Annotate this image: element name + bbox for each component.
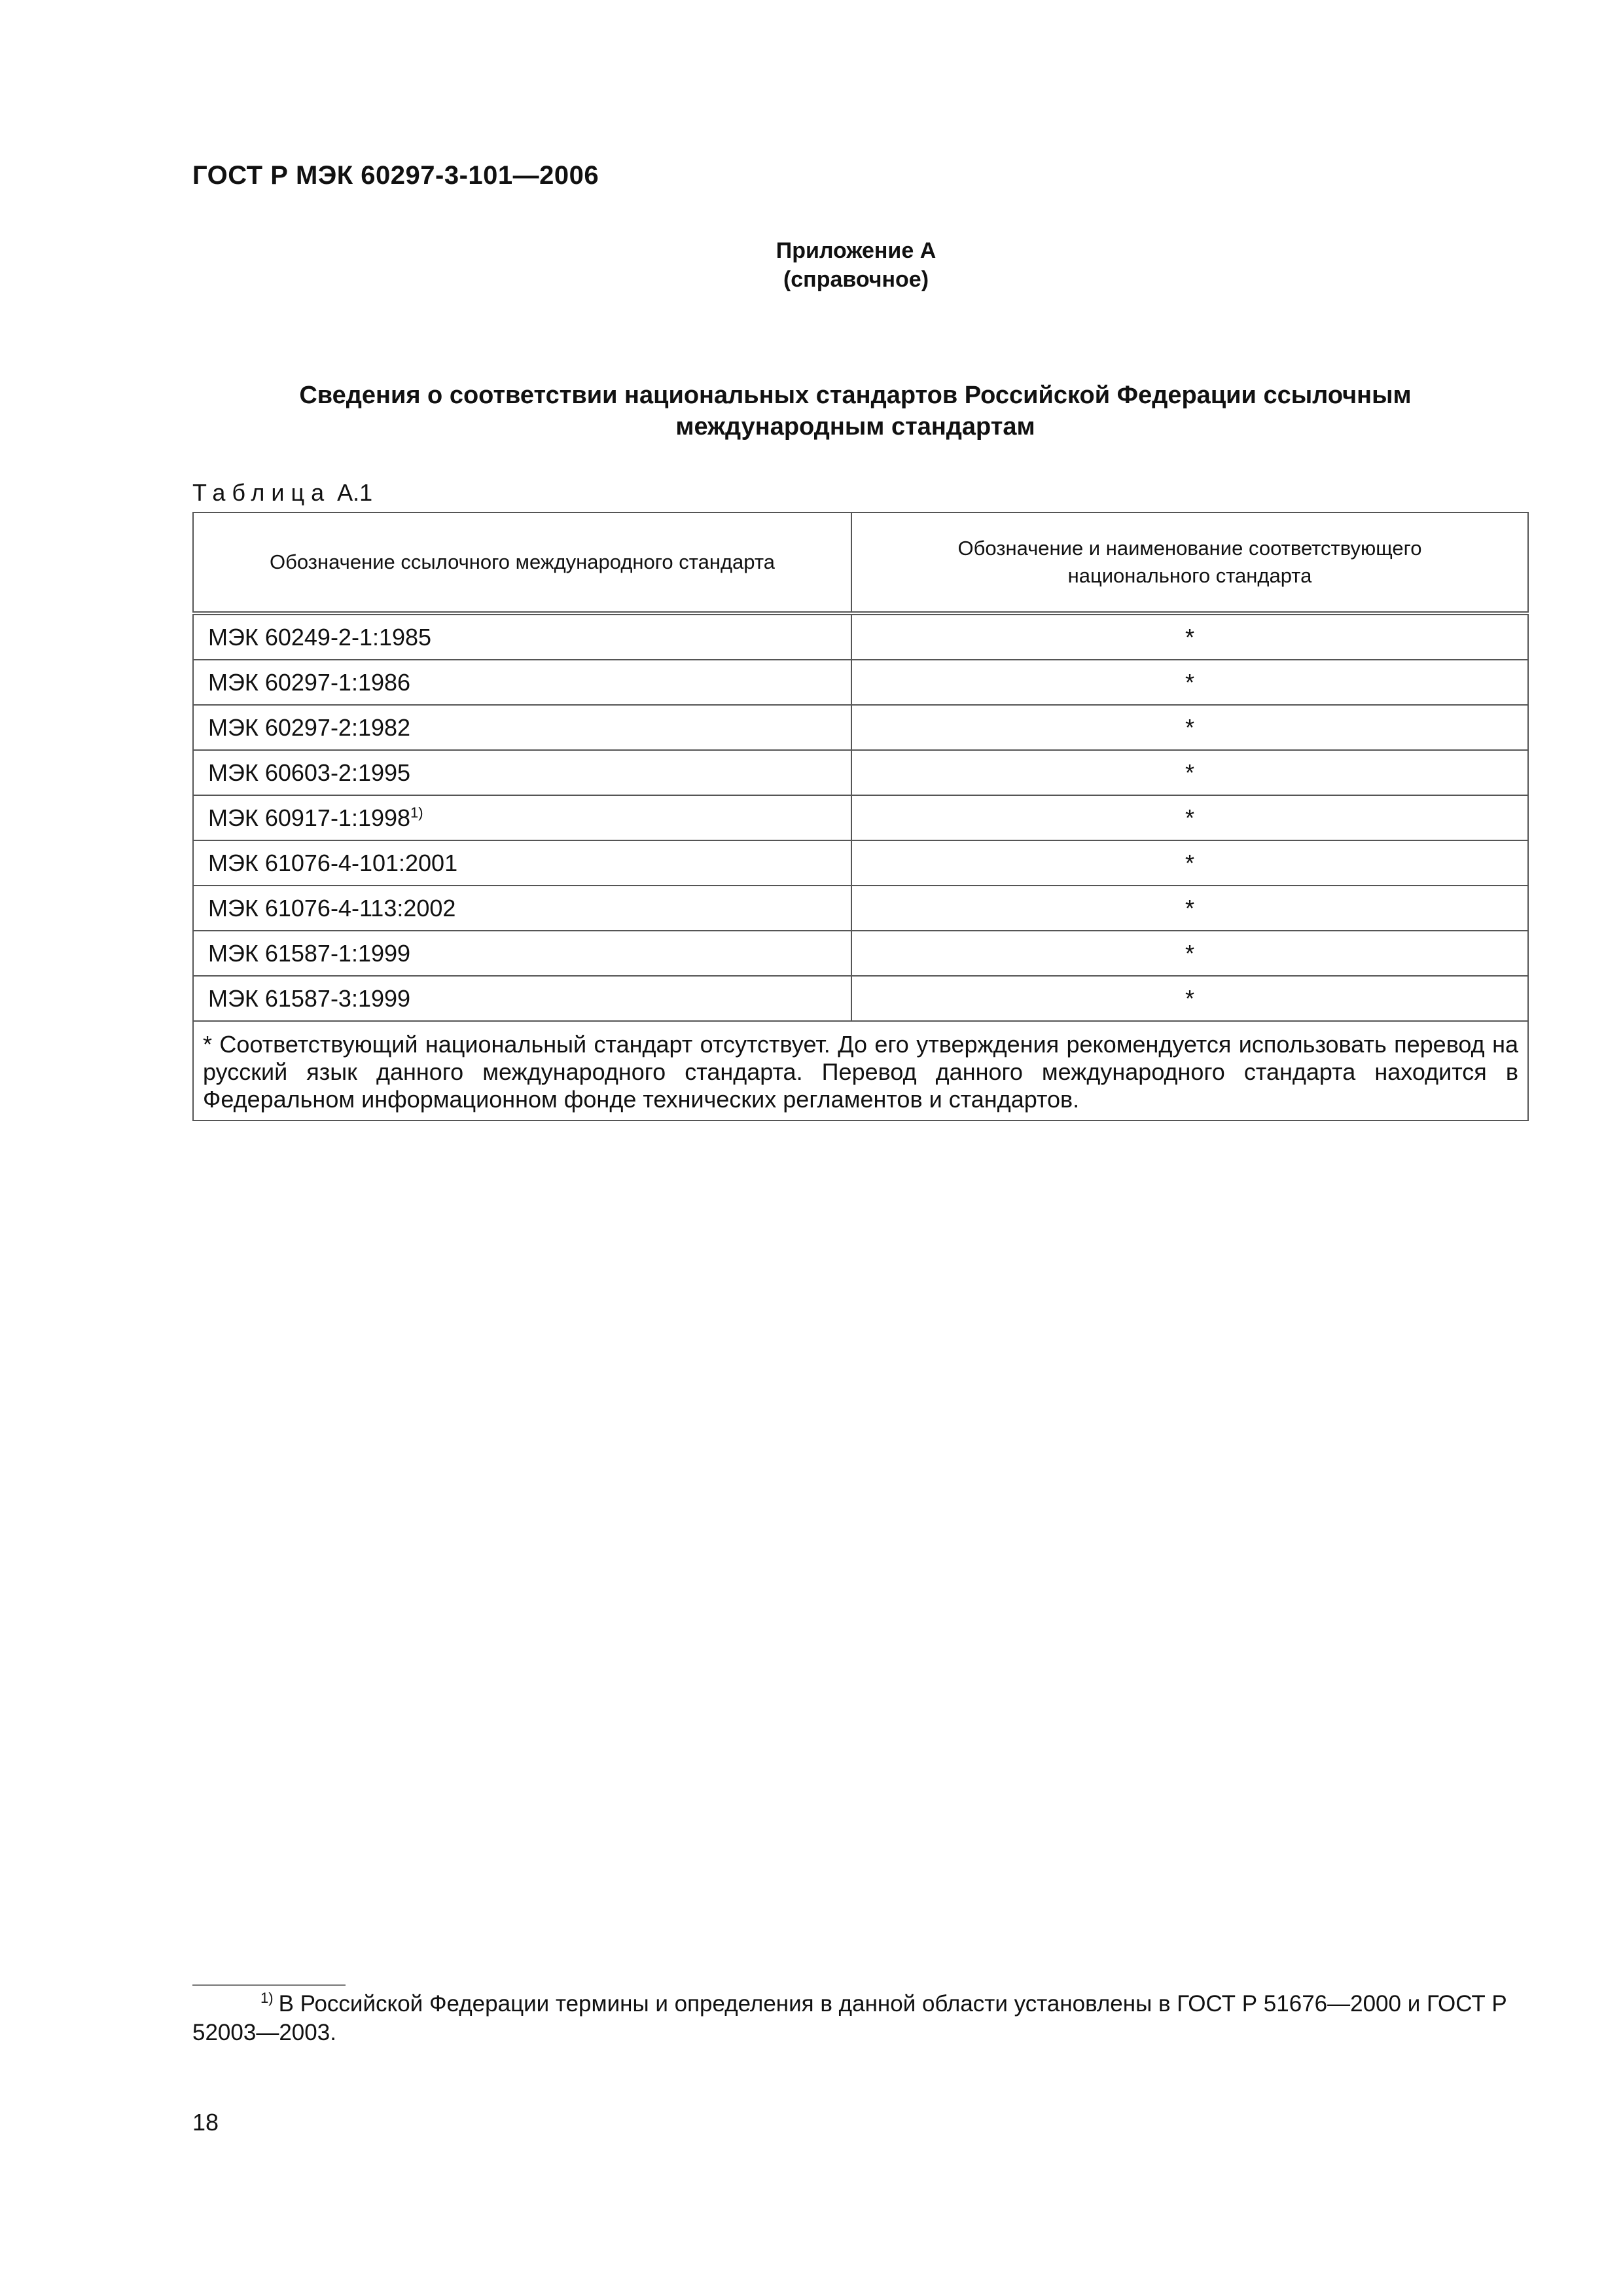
intl-standard-text: МЭК 60297-1:1986: [208, 668, 411, 696]
page-number: 18: [192, 2109, 219, 2136]
section-title-line2: международным стандартам: [675, 413, 1035, 440]
intl-standard-cell: [193, 613, 851, 660]
footnote-mark: 1): [260, 1990, 274, 2007]
section-title-line1: Сведения о соответствии национальных стандартов Российской Федерации ссылочным: [299, 382, 1412, 409]
intl-standard-cell: [193, 886, 851, 931]
table-row: [193, 613, 1528, 660]
national-standard-cell: *: [851, 840, 1528, 886]
intl-standard-cell: [193, 750, 851, 795]
intl-standard-cell: [193, 931, 851, 976]
table-row: [193, 931, 1528, 976]
footnote-text: В Российской Федерации термины и определения в данной области установлены в ГОСТ Р 51676—2000 и ГОСТ Р 52003—2003.: [192, 1991, 1507, 2045]
table-note: * Соответствующий национальный стандарт отсутствует. До его утверждения рекомендуется использовать перевод на русский язык данного международного стандарта. Перевод данного международного стандарта находится в Федеральном информационном фонде технических регламентов и стандартов.: [193, 1021, 1528, 1121]
footnote-reference: 1): [410, 804, 423, 821]
national-standard-cell: *: [851, 705, 1528, 750]
footnote-divider: [192, 1984, 346, 1986]
table-row: [193, 660, 1528, 705]
intl-standard-cell: [193, 840, 851, 886]
national-standard-cell: *: [851, 795, 1528, 840]
header-intl-standard: Обозначение ссылочного международного стандарта: [193, 512, 851, 613]
table-caption: [192, 479, 372, 507]
document-code: ГОСТ Р МЭК 60297-3-101—2006: [192, 161, 599, 190]
table-caption-number: А.1: [337, 479, 373, 506]
national-standard-cell: *: [851, 976, 1528, 1021]
intl-standard-text: МЭК 60297-2:1982: [208, 713, 411, 741]
table-row: [193, 705, 1528, 750]
national-standard-cell: *: [851, 886, 1528, 931]
intl-standard-text: МЭК 60917-1:1998: [208, 804, 411, 831]
intl-standard-text: МЭК 60249-2-1:1985: [208, 623, 432, 651]
national-standard-cell: *: [851, 931, 1528, 976]
footnote: [192, 1990, 1527, 2047]
table-header-row: [193, 512, 1528, 613]
national-standard-cell: *: [851, 750, 1528, 795]
table-caption-word: Таблица: [192, 479, 331, 506]
intl-standard-cell: [193, 976, 851, 1021]
intl-standard-text: МЭК 61076-4-101:2001: [208, 849, 458, 876]
intl-standard-text: МЭК 61587-1:1999: [208, 939, 411, 967]
table-row: [193, 795, 1528, 840]
national-standard-cell: *: [851, 660, 1528, 705]
header-national-standard: [851, 512, 1528, 613]
table-note-row: [193, 1021, 1528, 1121]
intl-standard-cell: [193, 795, 851, 840]
section-title: [192, 380, 1518, 442]
table-row: [193, 976, 1528, 1021]
header-national-line1: Обозначение и наименование соответствующего: [957, 537, 1422, 560]
table-row: [193, 886, 1528, 931]
annex-title: Приложение А: [776, 238, 936, 263]
annex-kind: (справочное): [783, 267, 929, 292]
intl-standard-text: МЭК 61076-4-113:2002: [208, 894, 456, 922]
table-row: [193, 840, 1528, 886]
intl-standard-text: МЭК 60603-2:1995: [208, 759, 411, 786]
header-national-line2: национального стандарта: [1067, 564, 1312, 587]
intl-standard-text: МЭК 61587-3:1999: [208, 984, 411, 1012]
national-standard-cell: *: [851, 613, 1528, 660]
table-row: [193, 750, 1528, 795]
intl-standard-cell: [193, 705, 851, 750]
intl-standard-cell: [193, 660, 851, 705]
standards-table: [192, 512, 1529, 1121]
